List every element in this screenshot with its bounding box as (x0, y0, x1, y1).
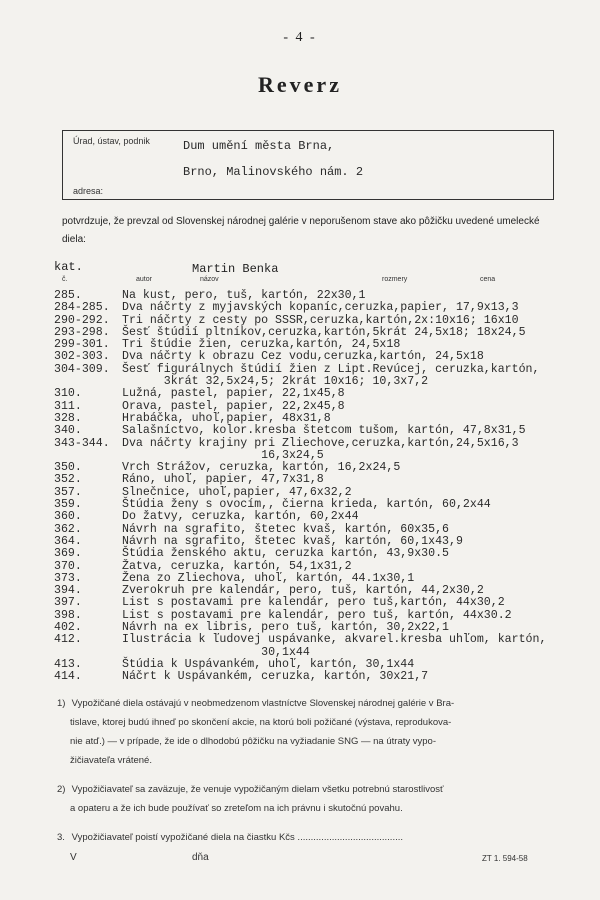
artwork-description: Ilustrácia k ľudovej uspávanke, akvarel.kresba uhľom, kartón, (122, 633, 547, 647)
table-row (54, 561, 594, 573)
catalog-number: 304-309. (54, 362, 110, 376)
artwork-description: Dva náčrty k obrazu Cez vodu,ceruzka,kartón, 24,5x18 (122, 350, 484, 364)
artwork-description: 30,1x44 (122, 645, 310, 659)
artwork-description: Návrh na ex libris, pero tuš, kartón, 30,2x22,1 (122, 621, 449, 635)
note-1-number: 1) (57, 698, 66, 709)
catalog-number: 284-285. (54, 301, 110, 315)
note-1-line1: Vypožičané diela ostávajú v neobmedzenom vlastníctve Slovenskej národnej galérie v Bra- (71, 698, 455, 709)
table-row (54, 302, 594, 314)
artwork-description: Žatva, ceruzka, kartón, 54,1x31,2 (122, 559, 352, 573)
catalog-number: 343-344. (54, 436, 110, 450)
page-number: - 4 - (283, 30, 317, 45)
artwork-description: Dva náčrty z myjavských kopaníc,ceruzka,papier, 17,9x13,3 (122, 301, 519, 315)
catalog-number: 398. (54, 608, 82, 622)
office-box (62, 130, 554, 200)
artwork-description: Tri náčrty z cesty po SSSR,ceruzka,kartón,2x:10x16; 16x10 (122, 313, 519, 327)
artwork-description: Na kust, pero, tuš, kartón, 22x30,1 (122, 289, 366, 302)
artwork-description: Orava, pastel, papier, 22,2x45,8 (122, 399, 345, 413)
note-3-number: 3. (57, 832, 65, 843)
catalog-number: 414. (54, 670, 82, 684)
table-row (54, 438, 594, 450)
catalog-number: 362. (54, 522, 82, 536)
note-2-line1: Vypožičiavateľ sa zaväzuje, že venuje vypožičaným dielam všetku potrebnú starostlivosť (71, 784, 444, 795)
artwork-description: Hrabáčka, uhoľ,papier, 48x31,8 (122, 411, 331, 425)
note-2-line2: a opateru a že ich bude používať so zreteľom na ich právnu i skutočnú povahu. (70, 803, 403, 814)
document-title: Reverz (258, 72, 342, 97)
table-row (54, 548, 594, 560)
artwork-description: Šesť figurálnych štúdií žien z Lipt.Revúcej, ceruzka,kartón, (122, 362, 540, 376)
artwork-description: Slnečnice, uhoľ,papier, 47,6x32,2 (122, 485, 352, 499)
catalog-number: 328. (54, 411, 82, 425)
note-2 (57, 780, 557, 818)
catalog-number: 370. (54, 559, 82, 573)
office-line2: Brno, Malinovského nám. 2 (183, 165, 364, 179)
col-dimensions: rozmery (382, 276, 408, 283)
artwork-description: Lužná, pastel, papier, 22,1x45,8 (122, 387, 345, 401)
artwork-description: List s postavami pre kalendár, pero tuš, kartón, 44x30.2 (122, 608, 512, 622)
artwork-description: Tri štúdie žien, ceruzka,kartón, 24,5x18 (122, 338, 401, 352)
artwork-description: Návrh na sgrafito, štetec kvaš, kartón, 60x35,6 (122, 522, 449, 536)
artwork-description: Vrch Strážov, ceruzka, kartón, 16,2x24,5 (122, 461, 401, 475)
catalog-number: 285. (54, 289, 82, 302)
artwork-description: Šesť štúdií pltníkov,ceruzka,kartón,5krát 24,5x18; 18x24,5 (122, 325, 526, 339)
kat-label: kat. (54, 260, 83, 274)
table-row (54, 388, 594, 400)
artwork-description: Návrh na sgrafito, štetec kvaš, kartón, 60,1x43,9 (122, 534, 463, 548)
date-label: dňa (192, 852, 209, 863)
form-code: ZT 1. 594-58 (482, 854, 528, 863)
intro-text: potvrdzuje, že prevzal od Slovenskej národnej galérie v neporušenom stave ako pôžičku uvedené umelecké diela: (62, 216, 540, 245)
col-author: autor (136, 276, 152, 283)
artwork-description: Náčrt k Uspávankém, ceruzka, kartón, 30x21,7 (122, 670, 429, 684)
note-1-line2: tislave, ktorej budú ihneď po skončení akcie, na ktorú boli požičané (výstava, reprodukova- (70, 717, 452, 728)
table-row (54, 351, 594, 363)
artwork-description: 16,3x24,5 (122, 448, 324, 462)
table-row (54, 511, 594, 523)
catalog-number: 310. (54, 387, 82, 401)
table-row (54, 597, 594, 609)
catalog-number: 290-292. (54, 313, 110, 327)
notes (57, 694, 557, 857)
note-3 (57, 828, 557, 847)
catalog-number: 340. (54, 424, 82, 438)
artwork-description: Do žatvy, ceruzka, kartón, 60,2x44 (122, 510, 359, 524)
artwork-description: List s postavami pre kalendár, pero tuš,kartón, 44x30,2 (122, 596, 505, 610)
catalog-number: 360. (54, 510, 82, 524)
artwork-description: Žena zo Zliechova, uhoľ, kartón, 44.1x30,1 (122, 571, 415, 585)
table-row (54, 671, 594, 683)
catalog-number: 357. (54, 485, 82, 499)
artwork-description: Štúdia ženy s ovocím,, čierna krieda, kartón, 60,2x44 (122, 498, 491, 512)
note-1-line4: žičiavateľa vrátené. (70, 755, 152, 766)
catalog-number: 413. (54, 657, 82, 671)
catalog-number: 352. (54, 473, 82, 487)
artwork-description: Zverokruh pre kalendár, pero, tuš, kartón, 44,2x30,2 (122, 584, 484, 598)
catalog-number: 397. (54, 596, 82, 610)
artwork-description: Salašníctvo, kolor.kresba štetcom tušom, kartón, 47,8x31,5 (122, 424, 526, 438)
artwork-list (54, 290, 594, 684)
catalog-number: 293-298. (54, 325, 110, 339)
table-row (54, 474, 594, 486)
place-label: V (70, 852, 77, 863)
table-row (54, 425, 594, 437)
artwork-description: Štúdia ženského aktu, ceruzka kartón, 43,9x30.5 (122, 547, 449, 561)
catalog-number: 402. (54, 621, 82, 635)
artwork-description: Štúdia k Uspávankém, uhoľ, kartón, 30,1x44 (122, 657, 415, 671)
artwork-description: 3krát 32,5x24,5; 2krát 10x16; 10,3x7,2 (122, 375, 429, 389)
col-name: názov (200, 276, 219, 283)
note-1-line3: nie atď.) — v prípade, že ide o dlhodobú pôžičku na vyžiadanie SNG — na útraty vypo- (70, 736, 436, 747)
office-line1: Dum umění města Brna, (183, 139, 335, 153)
catalog-number: 369. (54, 547, 82, 561)
col-number: č. (62, 276, 68, 283)
catalog-number: 359. (54, 498, 82, 512)
table-row (54, 634, 594, 646)
artist-name: Martin Benka (192, 262, 279, 276)
note-3-line1: Vypožičiavateľ poistí vypožičané diela na čiastku Kčs ........................................ (71, 832, 403, 843)
catalog-number: 299-301. (54, 338, 110, 352)
catalog-number: 412. (54, 633, 82, 647)
catalog-number: 311. (54, 399, 82, 413)
catalog-number: 373. (54, 571, 82, 585)
artwork-description: Dva náčrty krajiny pri Zliechove,ceruzka,kartón,24,5x16,3 (122, 436, 519, 450)
note-1 (57, 694, 557, 770)
catalog-number: 302-303. (54, 350, 110, 364)
address-label: adresa: (73, 186, 104, 196)
catalog-number: 350. (54, 461, 82, 475)
note-2-number: 2) (57, 784, 66, 795)
catalog-number: 364. (54, 534, 82, 548)
col-price: cena (480, 276, 496, 283)
artwork-description: Ráno, uhoľ, papier, 47,7x31,8 (122, 473, 324, 487)
catalog-number: 394. (54, 584, 82, 598)
office-label: Úrad, ústav, podnik (73, 136, 150, 146)
